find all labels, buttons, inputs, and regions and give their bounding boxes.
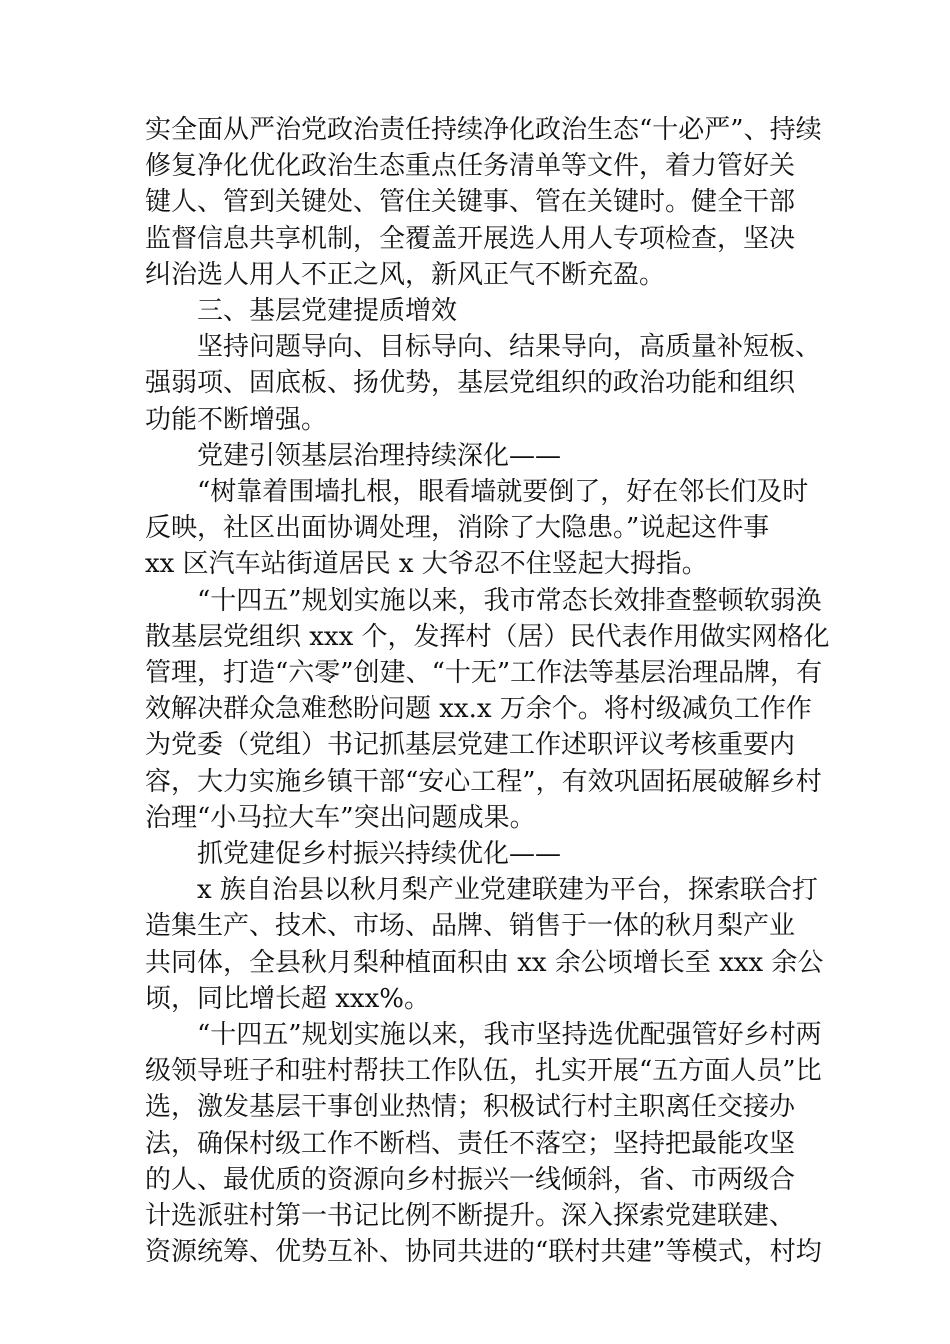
- text-line-1: 实全面从严治党政治责任持续净化政治生态“十必严”、持续: [145, 115, 822, 145]
- text-line-13: xx 区汽车站街道居民 x 大爷忍不住竖起大拇指。: [145, 549, 708, 580]
- text-line-11: “树靠着围墙扎根，眼看墙就要倒了，好在邻长们及时: [197, 477, 809, 508]
- text-line-15: 散基层党组织 xxx 个，发挥村（居）民代表作用做实网格化: [145, 621, 830, 652]
- subheading-governance: 党建引领基层治理持续深化——: [197, 440, 562, 471]
- text-line-22: x 族自治县以秋月梨产业党建联建为平台，探索联合打: [197, 875, 818, 906]
- section-heading: 三、基层党建提质增效: [197, 296, 458, 327]
- text-line-7: 坚持问题导向、目标导向、结果导向，高质量补短板、: [197, 332, 822, 363]
- document-body: [145, 112, 830, 1271]
- text-line-16: 管理，打造“六零”创建、“十无”工作法等基层治理品牌，有: [145, 658, 823, 689]
- text-line-17: 效解决群众急难愁盼问题 xx.x 万余个。将村级减负工作作: [145, 694, 812, 725]
- text-line-31: 计选派驻村第一书记比例不断提升。深入探索党建联建、: [145, 1201, 796, 1232]
- text-line-9: 功能不断增强。: [145, 404, 328, 435]
- text-line-14: “十四五”规划实施以来，我市常态长效排查整顿软弱涣: [197, 585, 822, 616]
- text-line-3: 键人、管到关键处、管住关键事、管在关键时。健全干部: [145, 187, 796, 218]
- text-line-12: 反映，社区出面协调处理，消除了大隐患。”说起这件事: [145, 513, 770, 544]
- text-line-20: 治理“小马拉大车”突出问题成果。: [145, 802, 536, 833]
- text-line-29: 法，确保村级工作不断档、责任不落空；坚持把最能攻坚: [145, 1128, 796, 1159]
- text-line-24: 共同体，全县秋月梨种植面积由 xx 余公顷增长至 xxx 余公: [145, 947, 824, 978]
- text-line-30: 的人、最优质的资源向乡村振兴一线倾斜，省、市两级合: [145, 1164, 796, 1195]
- text-line-28: 选，激发基层干事创业热情；积极试行村主职离任交接办: [145, 1092, 796, 1123]
- subheading-revitalization: 抓党建促乡村振兴持续优化——: [197, 839, 562, 870]
- text-line-23: 造集生产、技术、市场、品牌、销售于一体的秋月梨产业: [145, 911, 796, 942]
- text-line-26: “十四五”规划实施以来，我市坚持选优配强管好乡村两: [197, 1020, 822, 1051]
- text-line-19: 容，大力实施乡镇干部“安心工程”，有效巩固拓展破解乡村: [145, 766, 822, 797]
- text-line-8: 强弱项、固底板、扬优势，基层党组织的政治功能和组织: [145, 368, 796, 399]
- text-line-2: 修复净化优化政治生态重点任务清单等文件，着力管好关: [145, 151, 796, 182]
- text-line-25: 顷，同比增长超 xxx%。: [145, 983, 430, 1014]
- text-line-18: 为党委（党组）书记抓基层党建工作述职评议考核重要内: [145, 730, 796, 761]
- text-line-32: 资源统筹、优势互补、协同共进的“联村共建”等模式，村均: [145, 1237, 822, 1268]
- text-line-27: 级领导班子和驻村帮扶工作队伍，扎实开展“五方面人员”比: [145, 1056, 822, 1087]
- text-line-5: 纠治选人用人不正之风，新风正气不断充盈。: [145, 259, 666, 290]
- text-line-4: 监督信息共享机制，全覆盖开展选人用人专项检查，坚决: [145, 223, 796, 254]
